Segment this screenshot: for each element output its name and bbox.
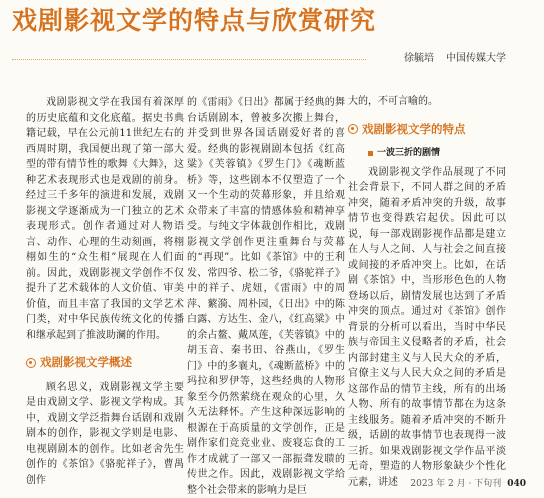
subsection-heading [368, 146, 506, 162]
subsection-title: 一波三折的剧情 [377, 148, 441, 158]
overview-paragraph-end: 大的，不可言喻的。 [348, 96, 438, 107]
byline-row [12, 52, 506, 66]
column-3 [348, 94, 506, 490]
overview-paragraph-cont: 的《雷雨》《日出》都属于经典的舞台话剧剧本，曾被多次搬上舞台，并受到世界各国话剧爱好者的喜爱。经典的影视剧剧本包括《红高粱》《芙蓉镇》《罗生门》《魂断蓝桥》等，这些剧本不仅塑造了一个又一个生动的荧幕形象，并且给观众带来了丰富的情感体验和精神享受。与纯文字体裁创作相比，戏剧影视文学创作更注重舞台与荧幕的“再现”。比如《茶馆》中的王利发、常四爷、松二爷，《骆驼祥子》中的祥子、虎妞，《雷雨》中的周萍、蘩漪、周朴园，《日出》中的陈白露、方达生、金八，《红高粱》中的余占鳌、戴凤莲，《芙蓉镇》中的胡玉音、秦书田、谷燕山，《罗生门》中的多襄丸，《魂断蓝桥》中的玛拉和罗伊等，这些经典的人物形象至今仍然萦绕在观众的心里，久久无法释怀。产生这种深远影响的根源在于高质量的文学创作，正是剧作家们竞竞业业、废寝忘食的工作才成就了一部又一部振聋发聩的传世之作。因此，戏剧影视文学给整个社会带来的影响力是巨 [187, 97, 345, 496]
author-name: 徐毓培 [404, 53, 434, 64]
issue-date: 2023 年 2 月 · 下旬刊 [410, 479, 502, 489]
features-paragraph: 戏剧影视文学作品展现了不同社会背景下，不同人群之间的矛盾冲突，随着矛盾冲突的升级，故事情节也变得跌宕起伏。因此可以说，每一部戏剧影视作品都是建立在人与人之间、人与社会之间直接或间接的矛盾冲突上。比如，在话剧《茶馆》中，当形形色色的人物登场以后，剧情发展也达到了矛盾冲突的顶点。通过对《茶馆》创作背景的分析可以看出，当时中华民族与帝国主义侵略者的矛盾，社会内部封建主义与人民大众的矛盾，官僚主义与人民大众之间的矛盾是这部作品的情节主线，所有的出场人物、所有的故事情节都在为这条主线服务。随着矛盾冲突的不断升级，话剧的故事情节也表现得一波三折。如果戏剧影视文学作品平淡无奇，塑造的人物形象缺少个性化元素，讲述 [348, 166, 506, 488]
intro-paragraph: 戏剧影视文学在我国有着深厚的历史底蕴和文化底蕴。据史书典籍记载，早在公元前11世纪左右的西周时期，我国便出现了第一部大型的带有情节性的歌舞《大舞》，这种艺术表现形式也是戏剧的前身。经过三千多年的演进和发展，戏剧影视文学逐渐成为一门独立的艺术表现形式。创作者通过对人物语言、动作、心理的生动刻画，将栩栩如生的“众生相”展现在人们面前。因此，戏剧影视文学创作不仅提升了艺术载体的人文价值、审美价值，而且丰富了我国的文学艺术门类，对中华民族传统文化的传播和继承起到了推波助澜的作用。 [26, 97, 184, 341]
section-heading-overview [26, 355, 184, 371]
section-title: 戏剧影视文学的特点 [362, 121, 466, 136]
byline [404, 52, 506, 66]
article-title: 戏剧影视文学的特点与欣赏研究 [12, 6, 377, 35]
square-bullet-icon [368, 151, 373, 156]
circle-bullet-icon [26, 358, 36, 368]
overview-paragraph: 顾名思义，戏剧影视文学主要是由戏剧文学、影视文学构成。其中，戏剧文学泛指舞台话剧和戏剧剧本的创作，影视文学则是电影、电视剧剧本的创作。比如老舍先生创作的《茶馆》《骆驼祥子》，曹禺创作 [26, 381, 184, 486]
author-affiliation: 中国传媒大学 [446, 53, 506, 64]
dotted-divider [12, 59, 366, 60]
page-footer [410, 476, 526, 489]
column-2 [187, 95, 345, 498]
circle-bullet-icon [348, 124, 358, 134]
page-number: 040 [507, 479, 526, 489]
column-1 [26, 95, 184, 488]
section-title: 戏剧影视文学概述 [40, 355, 132, 369]
section-heading-features [348, 122, 506, 138]
